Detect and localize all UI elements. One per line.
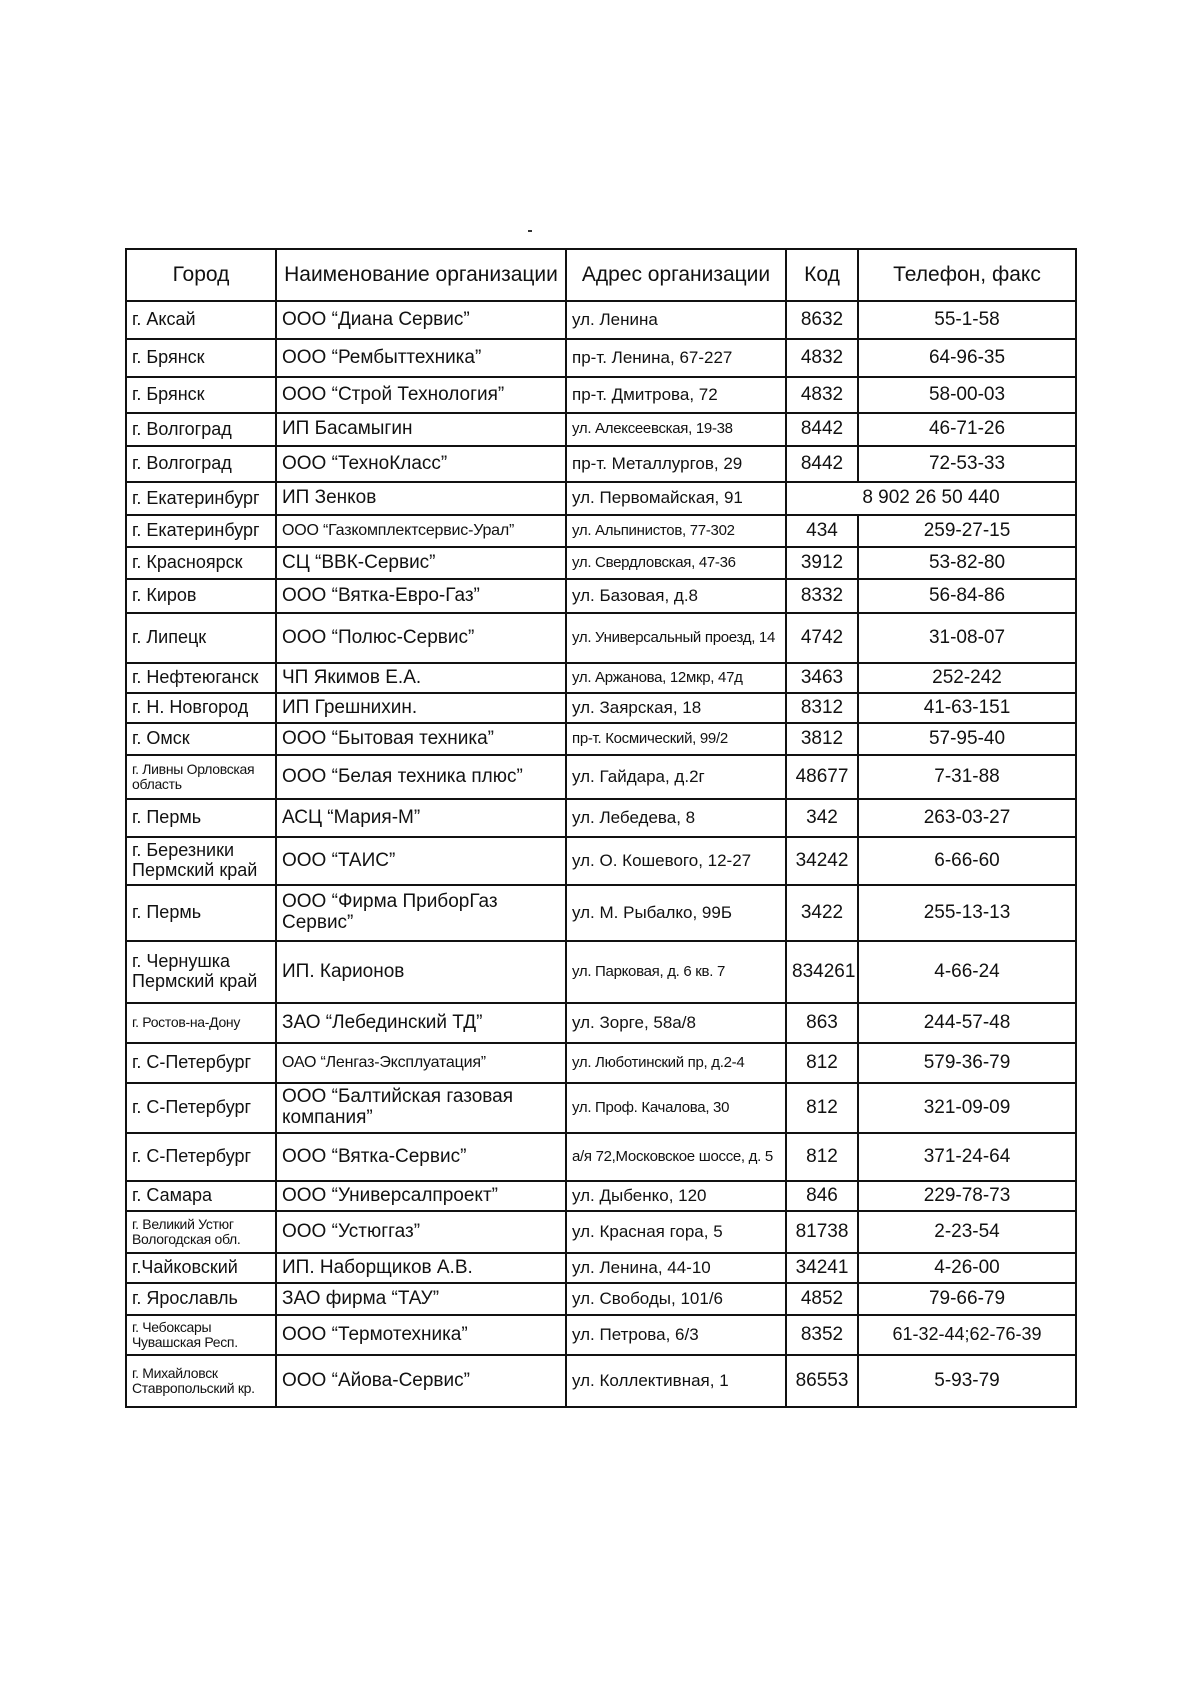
city-cell: г. С-Петербург xyxy=(126,1083,276,1133)
phone-cell: 579-36-79 xyxy=(858,1043,1076,1083)
table-row xyxy=(126,1211,1076,1253)
phone-cell: 57-95-40 xyxy=(858,723,1076,755)
phone-cell: 5-93-79 xyxy=(858,1355,1076,1407)
address-cell: ул. Люботинский пр, д.2-4 xyxy=(566,1043,786,1083)
address-cell: ул. М. Рыбалко, 99Б xyxy=(566,885,786,941)
address-cell: ул. Аржанова, 12мкр, 47д xyxy=(566,663,786,693)
code-cell: 8332 xyxy=(786,579,858,613)
table-row xyxy=(126,1253,1076,1283)
city-cell: г. Ярославль xyxy=(126,1283,276,1315)
phone-cell: 263-03-27 xyxy=(858,799,1076,837)
org-cell: ИП Грешнихин. xyxy=(276,693,566,723)
address-cell: ул. Первомайская, 91 xyxy=(566,482,786,515)
org-cell: ООО “Рембыттехника” xyxy=(276,339,566,377)
table-row xyxy=(126,547,1076,579)
code-cell: 4852 xyxy=(786,1283,858,1315)
org-cell: ООО “Строй Технология” xyxy=(276,377,566,413)
address-cell: ул. Коллективная, 1 xyxy=(566,1355,786,1407)
table-row xyxy=(126,515,1076,547)
header-address: Адрес организации xyxy=(566,249,786,301)
scan-mark xyxy=(528,230,532,232)
table-row xyxy=(126,1083,1076,1133)
org-cell: ООО “Термотехника” xyxy=(276,1315,566,1355)
city-cell: г. Михайловск Ставропольский кр. xyxy=(126,1355,276,1407)
code-cell: 434 xyxy=(786,515,858,547)
table-row xyxy=(126,377,1076,413)
address-cell: ул. Гайдара, д.2г xyxy=(566,755,786,799)
city-cell: г. Волгоград xyxy=(126,413,276,446)
address-cell: ул. Ленина xyxy=(566,301,786,339)
code-cell: 34242 xyxy=(786,837,858,885)
code-cell: 3422 xyxy=(786,885,858,941)
table-row xyxy=(126,339,1076,377)
phone-cell: 61-32-44;62-76-39 xyxy=(858,1315,1076,1355)
table-row xyxy=(126,579,1076,613)
city-cell: г. Чебоксары Чувашская Респ. xyxy=(126,1315,276,1355)
org-cell: ООО “Бытовая техника” xyxy=(276,723,566,755)
address-cell: ул. Универсальный проезд, 14 xyxy=(566,613,786,663)
city-cell: г. С-Петербург xyxy=(126,1133,276,1181)
code-cell: 34241 xyxy=(786,1253,858,1283)
table-row xyxy=(126,1181,1076,1211)
city-cell: г. Березники Пермский край xyxy=(126,837,276,885)
table-row xyxy=(126,482,1076,515)
address-cell: ул. Заярская, 18 xyxy=(566,693,786,723)
table-row xyxy=(126,663,1076,693)
city-cell: г. Брянск xyxy=(126,339,276,377)
table-row xyxy=(126,413,1076,446)
address-cell: пр-т. Дмитрова, 72 xyxy=(566,377,786,413)
code-cell: 812 xyxy=(786,1043,858,1083)
org-cell: ООО “Универсалпроект” xyxy=(276,1181,566,1211)
city-cell: г. Ливны Орловская область xyxy=(126,755,276,799)
org-cell: ИП. Карионов xyxy=(276,941,566,1003)
org-cell: ООО “Балтийская газовая компания” xyxy=(276,1083,566,1133)
address-cell: ул. Проф. Качалова, 30 xyxy=(566,1083,786,1133)
city-cell: г. Пермь xyxy=(126,799,276,837)
city-cell: г. Великий Устюг Вологодская обл. xyxy=(126,1211,276,1253)
city-cell: г. Липецк xyxy=(126,613,276,663)
table-header-row xyxy=(126,249,1076,301)
phone-cell: 259-27-15 xyxy=(858,515,1076,547)
table-row xyxy=(126,1133,1076,1181)
address-cell: ул. Свободы, 101/6 xyxy=(566,1283,786,1315)
table-row xyxy=(126,301,1076,339)
address-cell: ул. Дыбенко, 120 xyxy=(566,1181,786,1211)
address-cell: ул. Алексеевская, 19-38 xyxy=(566,413,786,446)
address-cell: ул. Парковая, д. 6 кв. 7 xyxy=(566,941,786,1003)
code-cell: 86553 xyxy=(786,1355,858,1407)
code-cell: 3463 xyxy=(786,663,858,693)
code-cell: 834261 xyxy=(786,941,858,1003)
city-cell: г. Брянск xyxy=(126,377,276,413)
table-row xyxy=(126,755,1076,799)
phone-cell: 4-66-24 xyxy=(858,941,1076,1003)
address-cell: ул. Петрова, 6/3 xyxy=(566,1315,786,1355)
city-cell: г. Красноярск xyxy=(126,547,276,579)
table-row xyxy=(126,1043,1076,1083)
org-cell: ООО “Вятка-Сервис” xyxy=(276,1133,566,1181)
code-cell: 863 xyxy=(786,1003,858,1043)
table-row xyxy=(126,1315,1076,1355)
code-cell: 812 xyxy=(786,1133,858,1181)
city-cell: г. Омск xyxy=(126,723,276,755)
code-cell: 342 xyxy=(786,799,858,837)
header-phone: Телефон, факс xyxy=(858,249,1076,301)
address-cell: ул. Зорге, 58а/8 xyxy=(566,1003,786,1043)
city-cell: г. Нефтеюганск xyxy=(126,663,276,693)
code-cell: 846 xyxy=(786,1181,858,1211)
org-cell: АСЦ “Мария-М” xyxy=(276,799,566,837)
address-cell: пр-т. Ленина, 67-227 xyxy=(566,339,786,377)
phone-cell: 252-242 xyxy=(858,663,1076,693)
code-cell: 4742 xyxy=(786,613,858,663)
phone-cell: 229-78-73 xyxy=(858,1181,1076,1211)
service-centers-table xyxy=(125,248,1077,1408)
org-cell: ООО “ТАИС” xyxy=(276,837,566,885)
code-cell: 8632 xyxy=(786,301,858,339)
phone-cell: 46-71-26 xyxy=(858,413,1076,446)
code-cell: 4832 xyxy=(786,377,858,413)
city-cell: г. С-Петербург xyxy=(126,1043,276,1083)
org-cell: ООО “Белая техника плюс” xyxy=(276,755,566,799)
header-org: Наименование организации xyxy=(276,249,566,301)
city-cell: г. Аксай xyxy=(126,301,276,339)
code-cell: 81738 xyxy=(786,1211,858,1253)
header-code: Код xyxy=(786,249,858,301)
code-cell: 48677 xyxy=(786,755,858,799)
org-cell: ЗАО фирма “ТАУ” xyxy=(276,1283,566,1315)
city-cell: г.Чайковский xyxy=(126,1253,276,1283)
phone-cell: 4-26-00 xyxy=(858,1253,1076,1283)
org-cell: ЗАО “Лебединский ТД” xyxy=(276,1003,566,1043)
code-cell: 4832 xyxy=(786,339,858,377)
code-cell: 8352 xyxy=(786,1315,858,1355)
city-cell: г. Самара xyxy=(126,1181,276,1211)
phone-cell: 58-00-03 xyxy=(858,377,1076,413)
address-cell: ул. Красная гора, 5 xyxy=(566,1211,786,1253)
org-cell: ООО “Устюггаз” xyxy=(276,1211,566,1253)
org-cell: ИП. Наборщиков А.В. xyxy=(276,1253,566,1283)
address-cell: ул. Лебедева, 8 xyxy=(566,799,786,837)
org-cell: ООО “Диана Сервис” xyxy=(276,301,566,339)
city-cell: г. Чернушка Пермский край xyxy=(126,941,276,1003)
org-cell: ИП Басамыгин xyxy=(276,413,566,446)
address-cell: ул. О. Кошевого, 12-27 xyxy=(566,837,786,885)
city-cell: г. Ростов-на-Дону xyxy=(126,1003,276,1043)
phone-cell: 53-82-80 xyxy=(858,547,1076,579)
phone-cell: 56-84-86 xyxy=(858,579,1076,613)
phone-cell: 2-23-54 xyxy=(858,1211,1076,1253)
code-cell: 8442 xyxy=(786,413,858,446)
table-row xyxy=(126,885,1076,941)
code-cell: 3912 xyxy=(786,547,858,579)
address-cell: пр-т. Космический, 99/2 xyxy=(566,723,786,755)
table-row xyxy=(126,941,1076,1003)
phone-cell: 255-13-13 xyxy=(858,885,1076,941)
address-cell: ул. Ленина, 44-10 xyxy=(566,1253,786,1283)
address-cell: ул. Базовая, д.8 xyxy=(566,579,786,613)
table-row xyxy=(126,799,1076,837)
code-cell: 8442 xyxy=(786,446,858,482)
phone-cell: 371-24-64 xyxy=(858,1133,1076,1181)
address-cell: ул. Свердловская, 47-36 xyxy=(566,547,786,579)
phone-cell: 79-66-79 xyxy=(858,1283,1076,1315)
city-cell: г. Екатеринбург xyxy=(126,515,276,547)
org-cell: ООО “Вятка-Евро-Газ” xyxy=(276,579,566,613)
org-cell: ООО “ТехноКласс” xyxy=(276,446,566,482)
phone-cell: 7-31-88 xyxy=(858,755,1076,799)
org-cell: ООО “Айова-Сервис” xyxy=(276,1355,566,1407)
phone-cell: 55-1-58 xyxy=(858,301,1076,339)
org-cell: ООО “Газкомплектсервис-Урал” xyxy=(276,515,566,547)
phone-cell: 41-63-151 xyxy=(858,693,1076,723)
org-cell: ЧП Якимов Е.А. xyxy=(276,663,566,693)
city-cell: г. Киров xyxy=(126,579,276,613)
table-row xyxy=(126,837,1076,885)
phone-cell: 6-66-60 xyxy=(858,837,1076,885)
phone-cell: 244-57-48 xyxy=(858,1003,1076,1043)
table-row xyxy=(126,1003,1076,1043)
org-cell: ИП Зенков xyxy=(276,482,566,515)
table-row xyxy=(126,723,1076,755)
phone-cell: 64-96-35 xyxy=(858,339,1076,377)
phone-cell: 31-08-07 xyxy=(858,613,1076,663)
table-row xyxy=(126,1355,1076,1407)
org-cell: ООО “Полюс-Сервис” xyxy=(276,613,566,663)
phone-cell: 72-53-33 xyxy=(858,446,1076,482)
table-row xyxy=(126,613,1076,663)
org-cell: СЦ “ВВК-Сервис” xyxy=(276,547,566,579)
code-cell: 812 xyxy=(786,1083,858,1133)
org-cell: ОАО “Ленгаз-Эксплуатация” xyxy=(276,1043,566,1083)
address-cell: ул. Альпинистов, 77-302 xyxy=(566,515,786,547)
code-cell: 3812 xyxy=(786,723,858,755)
header-city: Город xyxy=(126,249,276,301)
address-cell: пр-т. Металлургов, 29 xyxy=(566,446,786,482)
org-cell: ООО “Фирма ПриборГаз Сервис” xyxy=(276,885,566,941)
city-cell: г. Н. Новгород xyxy=(126,693,276,723)
city-cell: г. Волгоград xyxy=(126,446,276,482)
table-row xyxy=(126,693,1076,723)
city-cell: г. Пермь xyxy=(126,885,276,941)
table-row xyxy=(126,1283,1076,1315)
mobile-phone-cell: 8 902 26 50 440 xyxy=(786,482,1076,515)
phone-cell: 321-09-09 xyxy=(858,1083,1076,1133)
address-cell: а/я 72,Московское шоссе, д. 5 xyxy=(566,1133,786,1181)
code-cell: 8312 xyxy=(786,693,858,723)
table-row xyxy=(126,446,1076,482)
city-cell: г. Екатеринбург xyxy=(126,482,276,515)
